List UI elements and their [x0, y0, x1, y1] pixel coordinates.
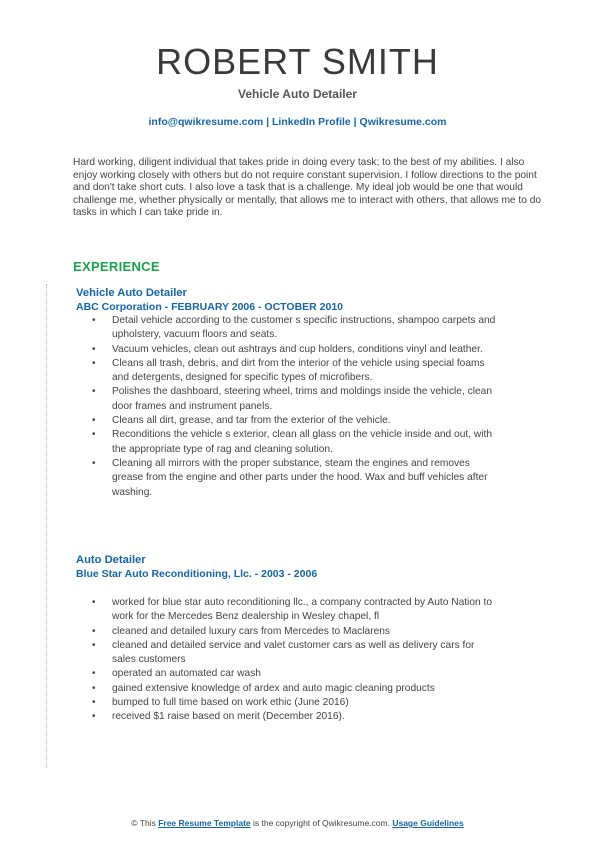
- footer-middle: is the copyright of Qwikresume.com.: [250, 818, 393, 828]
- bullet-item: • cleaned and detailed luxury cars from Mercedes to Maclarens: [112, 625, 516, 639]
- bullet-item: • gained extensive knowledge of ardex and auto magic cleaning products: [112, 682, 516, 696]
- job-company-dates: ABC Corporation - FEBRUARY 2006 - OCTOBER 2010: [76, 301, 344, 313]
- bullet-item: • bumped to full time based on work ethic (June 2016): [112, 696, 516, 710]
- bullet-item: • Reconditions the vehicle s exterior, clean all glass on the vehicle inside and out, with the appropriate type of rag and cleaning solution.: [112, 428, 516, 457]
- bullet-item: • operated an automated car wash: [112, 667, 516, 681]
- job-bullets: [76, 596, 516, 725]
- bullet-item: • Cleans all trash, debris, and dirt from the interior of the vehicle using special foams and detergents, designed for specific types of microfibers.: [112, 357, 516, 386]
- job-company-dates: Blue Star Auto Reconditioning, Llc. - 2003 - 2006: [76, 568, 318, 580]
- bullet-item: • Polishes the dashboard, steering wheel, trims and moldings inside the vehicle, clean door frames and instrument panels.: [112, 385, 516, 414]
- bullet-item: • Cleaning all mirrors with the proper substance, steam the engines and removes grease from the engine and other parts under the hood. Wax and buff vehicles after washing.: [112, 457, 516, 500]
- job-entry: [76, 553, 516, 725]
- bullet-item: • cleaned and detailed service and valet customer cars as well as delivery cars for sales customers: [112, 639, 516, 668]
- job-entry: [76, 286, 516, 500]
- timeline-divider: [46, 284, 47, 768]
- website-link[interactable]: Qwikresume.com: [359, 116, 447, 128]
- job-title-heading: Vehicle Auto Detailer: [238, 87, 357, 101]
- footer-prefix: © This: [131, 818, 159, 828]
- free-resume-template-link[interactable]: Free Resume Template: [158, 818, 251, 828]
- bullet-item: • Cleans all dirt, grease, and tar from the exterior of the vehicle.: [112, 414, 516, 428]
- candidate-name: ROBERT SMITH: [156, 41, 439, 82]
- job-bullets: [76, 314, 516, 500]
- bullet-item: • worked for blue star auto reconditioning llc., a company contracted by Auto Nation to work for the Mercedes Benz dealership in Wesley chapel, fl: [112, 596, 516, 625]
- linkedin-link[interactable]: LinkedIn Profile: [271, 116, 351, 128]
- job-title: Vehicle Auto Detailer: [76, 287, 187, 299]
- email-link[interactable]: info@qwikresume.com: [148, 116, 264, 128]
- bullet-item: • Vacuum vehicles, clean out ashtrays and cup holders, conditions vinyl and leather.: [112, 343, 516, 357]
- usage-guidelines-link[interactable]: Usage Guidelines: [392, 818, 464, 828]
- contact-separator: |: [263, 116, 272, 128]
- job-title: Auto Detailer: [76, 554, 146, 566]
- contact-separator: |: [350, 116, 360, 128]
- contact-line: [0, 116, 595, 129]
- bullet-item: • Detail vehicle according to the customer s specific instructions, shampoo carpets and upholstery, vacuum floors and seats.: [112, 314, 516, 343]
- bullet-item: • received $1 raise based on merit (December 2016).: [112, 710, 516, 724]
- footer: [0, 818, 595, 829]
- summary-paragraph: Hard working, diligent individual that takes pride in doing every task; to the best of my abilities. I also enjoy working closely with others but do not require constant supervision. I follow directions to the point and don't take short cuts. I also love a task that is a challenge. My ideal job would be one that would challenge me, whether physically or mentally, that allows me to interact with others, that allows me to do tasks in which I can take pride in.: [73, 157, 542, 219]
- experience-heading: EXPERIENCE: [73, 259, 160, 274]
